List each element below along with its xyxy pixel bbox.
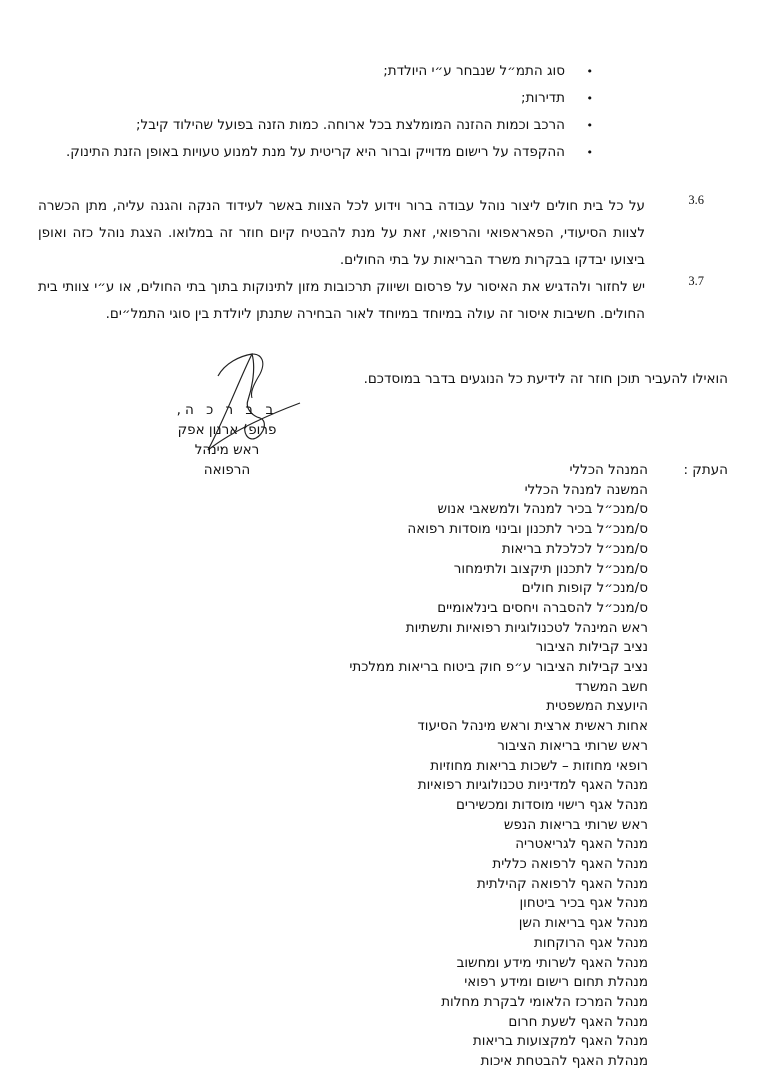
cc-recipient: ראש שרותי בריאות הציבור — [497, 737, 648, 754]
cc-recipient: ס/מנכ״ל קופות חולים — [521, 580, 648, 597]
bullet-text: הרכב וכמות ההזנה המומלצת בכל ארוחה. כמות הזנה בפועל שהילוד קיבל; — [136, 117, 565, 133]
cc-recipient: נציב קבילות הציבור — [535, 639, 648, 656]
cc-recipient: ס/מנכ״ל לתכנון תיקצוב ולתימחור — [453, 560, 648, 577]
cc-recipient: מנהל האגף לרפואה כללית — [492, 856, 648, 873]
closing-text: הואילו להעביר תוכן חוזר זה לידיעת כל הנוגעים בדבר במוסדכם. — [363, 371, 728, 387]
cc-recipient: אחות ראשית ארצית וראש מינהל הסיעוד — [417, 718, 648, 735]
cc-recipient: ראש שרותי בריאות הנפש — [503, 816, 648, 833]
cc-recipient: מנהל אגף בכיר ביטחון — [519, 895, 648, 912]
cc-recipient: המשנה למנהל הכללי — [524, 481, 648, 498]
signer-title: ראש מינהל הרפואה — [194, 442, 260, 478]
bullet-icon: • — [586, 65, 593, 78]
section-number: 3.6 — [688, 193, 704, 207]
cc-recipient: מנהל האגף לרפואה קהילתית — [476, 875, 648, 892]
cc-recipient: המנהל הכללי — [569, 462, 648, 478]
bullet-item — [38, 58, 593, 85]
bullet-item — [38, 85, 593, 112]
cc-recipient: מנהלת האגף להבטחת איכות — [480, 1053, 648, 1070]
cc-recipient: חשב המשרד — [574, 678, 648, 695]
section-3-6-text: על כל בית חולים ליצור נוהל עבודה ברור וידוע לכל הצוות באשר לעידוד הנקה והגנה עליה, מתן הכשרה לצוות הסיעודי, הפאראפואי והרפואי, זאת על מנת להבטיח קיום חוזר זה במלואו. הצגת נוהל כזה ואופן ביצועו יבדקו בבקרות משרד הבריאות על בתי החולים. — [38, 198, 645, 268]
bullet-item — [38, 112, 593, 139]
cc-recipient: ס/מנכ״ל להסברה ויחסים בינלאומיים — [437, 599, 648, 616]
cc-recipient: מנהל אגף בריאות השן — [518, 915, 648, 932]
cc-recipient: מנהל האגף לשרותי מידע ומחשוב — [456, 954, 648, 971]
bullet-list — [38, 58, 593, 166]
signoff-block — [172, 400, 282, 480]
cc-recipient: היועצת המשפטית — [546, 698, 648, 715]
signoff-greeting: ב ב ר כ ה, — [176, 402, 278, 418]
cc-recipient: מנהלת תחום רישום ומידע רפואי — [464, 974, 648, 991]
cc-recipient: ס/מנכ״ל לכלכלת בריאות — [501, 540, 648, 557]
cc-recipient: מנהל האגף לגריאטריה — [515, 836, 648, 853]
cc-label: העתק : — [683, 462, 728, 478]
cc-recipient: מנהל המרכז הלאומי לבקרת מחלות — [441, 993, 648, 1010]
cc-recipient: רופאי מחוזות – לשכות בריאות מחוזיות — [430, 757, 648, 774]
cc-recipient: ראש המינהל לטכנולוגיות רפואיות ותשתיות — [405, 619, 648, 636]
cc-recipient: ס/מנכ״ל בכיר לתכנון ובינוי מוסדות רפואה — [407, 521, 648, 538]
cc-recipient: מנהל אגף הרוקחות — [534, 934, 648, 951]
cc-recipient: מנהל אגף רישוי מוסדות ומכשירים — [455, 796, 648, 813]
bullet-icon: • — [586, 119, 593, 132]
bullet-text: תדירות; — [521, 90, 565, 106]
signer-name: פרופ׳ ארנון אפק — [177, 422, 277, 438]
cc-recipient: מנהל האגף לשעת חרום — [508, 1013, 648, 1030]
cc-recipient: מנהל האגף למקצועות בריאות — [472, 1033, 648, 1050]
cc-recipient: מנהל האגף למדיניות טכנולוגיות רפואיות — [417, 777, 648, 794]
bullet-icon: • — [586, 146, 593, 159]
bullet-text: סוג התמ״ל שנבחר ע״י היולדת; — [383, 63, 565, 79]
cc-recipient: ס/מנכ״ל בכיר למנהל ולמשאבי אנוש — [437, 501, 648, 518]
cc-recipient: נציב קבילות הציבור ע״פ חוק ביטוח בריאות ממלכתי — [349, 659, 648, 676]
section-3-7-text: יש לחזור ולהדגיש את האיסור על פרסום ושיווק תרכובות מזון לתינוקות בתוך בתי החולים, או ע״י צוותי בית החולים. חשיבות איסור זה עולה במיוחד במיוחד לאור הבחירה שתנתן ליולדת בין סוגי התמל״ים. — [38, 279, 645, 322]
bullet-text: ההקפדה על רישום מדוייק וברור היא קריטית על מנת למנוע טעויות באופן הזנת התינוק. — [66, 144, 565, 160]
bullet-icon: • — [586, 92, 593, 105]
section-number: 3.7 — [688, 274, 704, 288]
cc-recipient-list — [349, 461, 648, 1072]
bullet-item — [38, 139, 593, 166]
